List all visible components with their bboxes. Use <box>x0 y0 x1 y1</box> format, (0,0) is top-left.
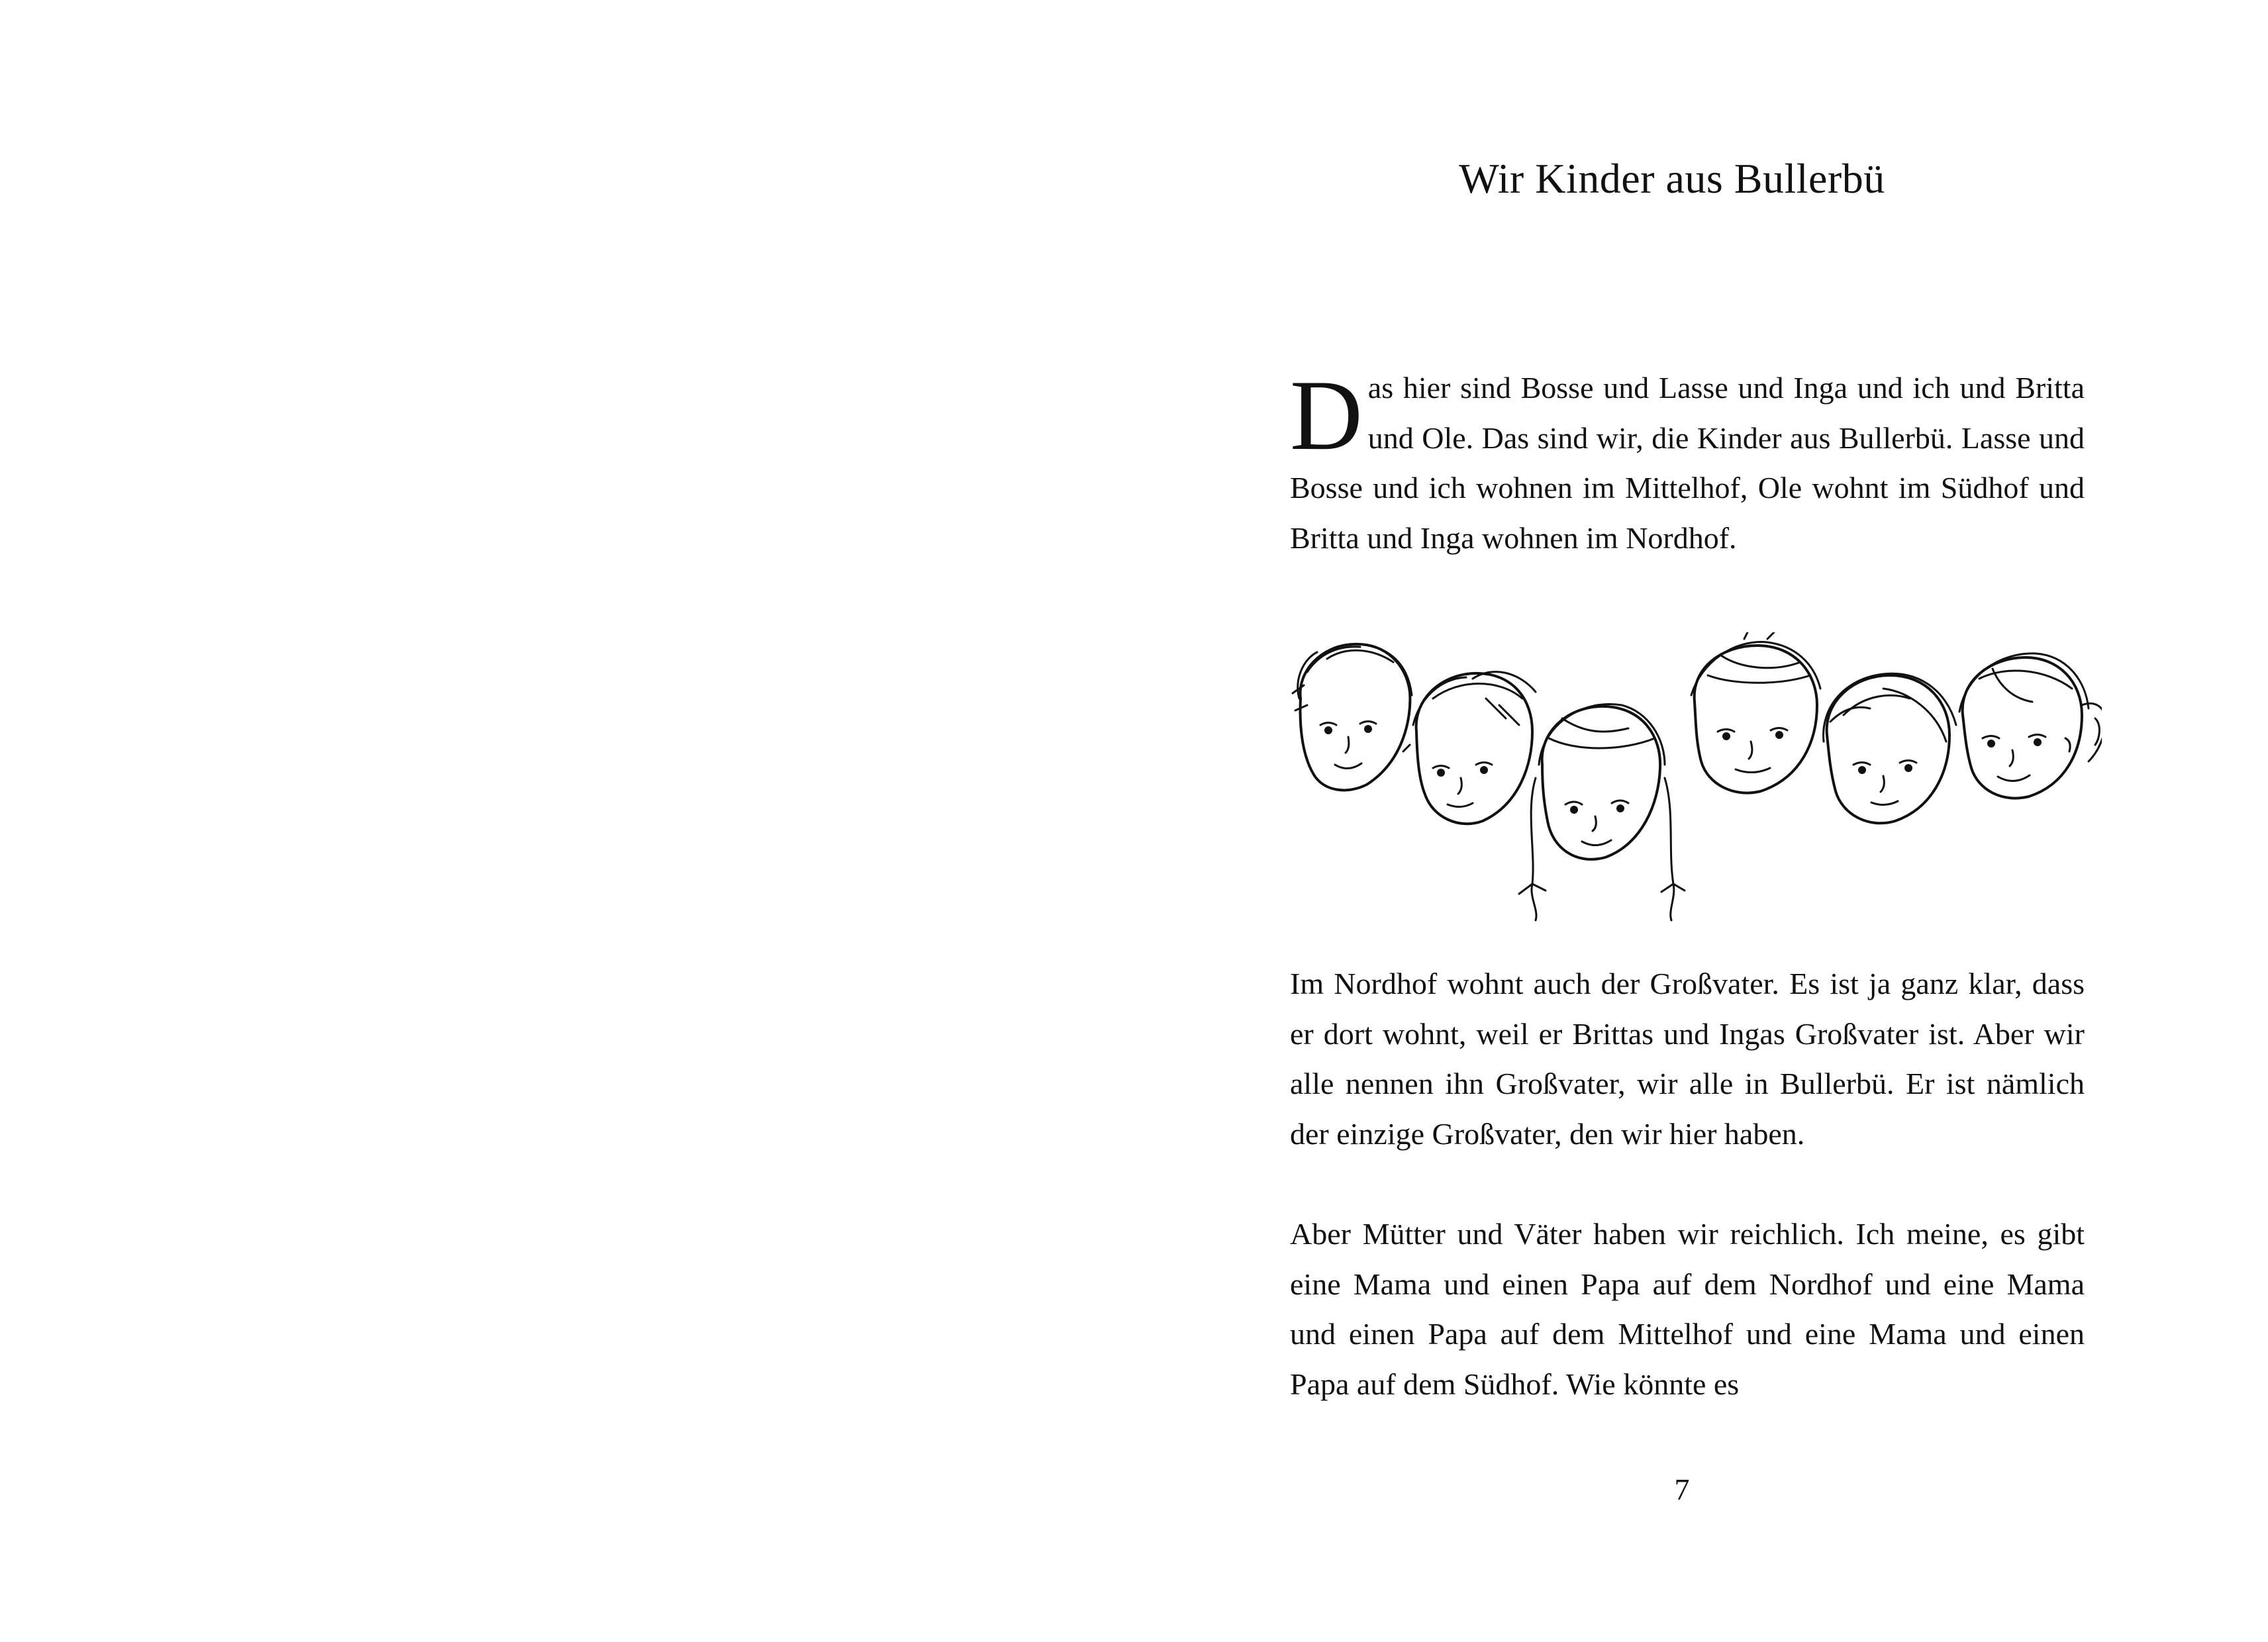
face-girl-ponytail <box>1959 653 2102 798</box>
paragraph-3: Aber Mütter und Väter haben wir reichlich. Ich meine, es gibt eine Mama und einen Papa auf dem Nordhof und eine Mama und einen Papa auf dem Mittelhof und eine Mama und einen Papa auf dem Südhof. Wie könnte es <box>1290 1217 2085 1401</box>
children-faces-illustration <box>1287 632 2102 924</box>
paragraph-1 <box>1290 360 2085 563</box>
face-girl-braids <box>1519 704 1685 920</box>
face-boy-1 <box>1293 644 1412 791</box>
chapter-title: Wir Kinder aus Bullerbü <box>1459 155 1885 202</box>
face-boy-2 <box>1403 672 1536 824</box>
paragraph-2: Im Nordhof wohnt auch der Großvater. Es ist ja ganz klar, dass er dort wohnt, weil er Brittas und Ingas Großvater ist. Aber wir alle nennen ihn Großvater, wir alle in Bullerbü. Er ist nämlich der einzige Großvater, den wir hier haben. <box>1290 967 2085 1151</box>
page-number: 7 <box>1674 1473 1690 1506</box>
face-girl-2 <box>1824 673 1956 823</box>
drop-cap: D <box>1290 360 1363 471</box>
paragraph-1-text: as hier sind Bosse und Lasse und Inga und ich und Britta und Ole. Das sind wir, die Kinder aus Bullerbü. Lasse und Bosse und ich wohnen im Mittelhof, Ole wohnt im Südhof und Britta und Inga wohnen im Nordhof. <box>1290 371 2085 555</box>
face-boy-3 <box>1691 632 1820 793</box>
